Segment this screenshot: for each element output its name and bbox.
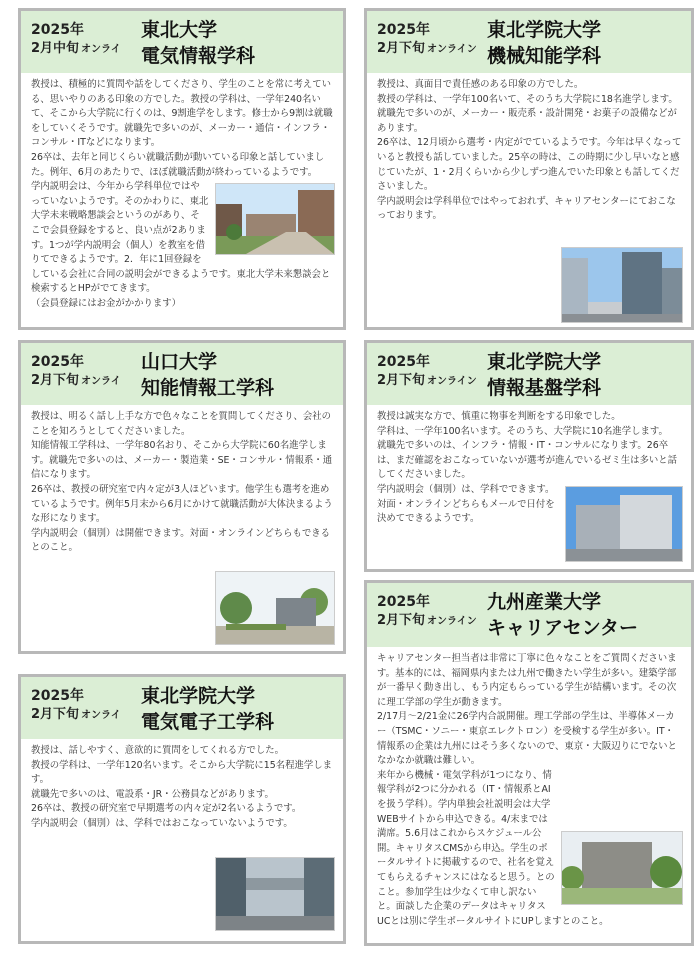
card-paragraph: 就職先で多いのは、インフラ・情報・IT・コンサルになります。26卒は、まだ確認をおこなっていないが選考が進んでいるゼミ生は多いと話してくださいました。 (377, 440, 678, 481)
card-paragraph: 知能情報工学科は、一学年80名おり、そこから大学院に60名進学します。就職先で多いのは、メーカー・製造業・SE・コンサル・情報系・通信になります。 (31, 440, 333, 481)
card-paragraph: 教授は、真面目で責任感のある印象の方でした。 (377, 79, 584, 90)
card-header (21, 343, 343, 405)
card-mode: オンライ (81, 44, 121, 55)
card-paragraph: 2/17月～2/21金に26学内合説開催。理工学部の学生は、半導体メーカー（TSMC・ソニー・東京エレクトロン）を受検する学生が多い。IT・情報系の企業は九州にはそう多くないので、東京・大阪辺りにでないとなかなか就職は難しい。 (377, 711, 677, 767)
department-name: 電気電子工学科 (141, 711, 275, 733)
card-body (367, 647, 691, 929)
card-header (367, 343, 691, 405)
card-period: 2月下旬 (31, 707, 80, 722)
card-period: 2月下旬 (377, 613, 426, 628)
campus-photo (561, 831, 683, 905)
report-card-yamaguchi-univ (18, 340, 346, 654)
card-header (21, 11, 343, 73)
card-paragraph: 学科は、一学年100名います。そのうち、大学院に10名進学します。 (377, 425, 668, 437)
campus-photo (215, 183, 335, 255)
department-name: 電気情報学科 (141, 45, 256, 67)
card-paragraph: 教授は、話しやすく、意欲的に質問をしてくれる方でした。 (31, 745, 284, 756)
card-mode: オンライ (81, 376, 121, 387)
department-name: 機械知能学科 (487, 45, 602, 67)
card-paragraph: 26卒は、去年と同じくらい就職活動が動いている印象と話していました。例年、6月のあたりで、ほぼ就職活動が終わっているようです。 (31, 151, 325, 178)
university-name: 東北学院大学 (487, 19, 602, 41)
card-period: 2月中旬 (31, 41, 80, 56)
campus-photo (215, 857, 335, 931)
card-paragraph: 教授の学科は、一学年100名いて、そのうち大学院に18名進学します。就職先で多いのが、メーカー・販売系・設計開発・お菓子の設備などがあります。 (377, 93, 678, 134)
campus-photo (561, 247, 683, 323)
card-paragraph: 学内説明会は、今年から学科単位ではやっていないようです。そのかわりに、東北大学未来戦略懇談会というのがあり、そこで会員登録をすると、良い点が2あります。1つが学内説明会（個人）を教室を借りてできるようです。2．年に1回登録をしている会社に合同の説明会ができるようです。東北大学未来懇談会と検索するとHPがでてきます。 (31, 181, 331, 295)
card-year: 2025年 (31, 354, 84, 370)
university-name: 東北大学 (141, 19, 218, 41)
card-body (367, 405, 691, 527)
card-period: 2月下旬 (377, 41, 426, 56)
university-name: 山口大学 (141, 351, 218, 373)
university-name: 東北学院大学 (141, 685, 256, 707)
card-header (367, 11, 691, 73)
card-body (21, 739, 343, 832)
card-year: 2025年 (377, 22, 430, 38)
card-mode: オンライン (427, 44, 477, 55)
card-header (21, 677, 343, 739)
department-name: 情報基盤学科 (487, 377, 602, 399)
card-body (21, 405, 343, 556)
card-body (367, 73, 691, 224)
report-card-kyushu-sangyo-univ (364, 580, 694, 946)
card-year: 2025年 (31, 22, 84, 38)
card-paragraph: 26卒は、教授の研究室で早期選考の内々定が2名いるようです。 (31, 803, 302, 815)
card-mode: オンライ (81, 710, 121, 721)
card-year: 2025年 (377, 594, 430, 610)
campus-photo (215, 571, 335, 645)
report-card-tohoku-gakuin-electrical (18, 674, 346, 944)
department-name: 知能情報工学科 (141, 377, 275, 399)
university-name: 東北学院大学 (487, 351, 602, 373)
campus-photo (565, 486, 683, 562)
card-period: 2月下旬 (31, 373, 80, 388)
card-mode: オンライン (427, 376, 477, 387)
card-year: 2025年 (31, 688, 84, 704)
card-paragraph: 教授は、積極的に質問や話をしてくださり、学生のことを常に考えている、思いやりのある印象の方でした。教授の学科は、一学年240名いて、そこから大学院に行くのは、9割進学をします。修士から9割は就職をしていくそうです。就職先で多いのが、メーカー・通信・インフラ・コンサル・ITなどになります。 (31, 79, 333, 149)
card-paragraph: 来年から機械・電気学科が1つになり、情報学科が2つに分かれる（IT・情報系とAIを扱う学科）。学内単独会社説明会は大学WEBサイトから申込できる。4/末までは満席。5.6月はこれからスケジュール公開。キャリタスCMSから申込。学生のポータルサイトに掲載するので、社名を覚えてもらえるチャンスにはなると思う。とのこと。参加学生は少なくて申し訳ないと。面談した企業のデータはキャリタスUCとは別に学生ポータルサイトにUPしますとのこと。 (377, 769, 609, 927)
report-card-tohoku-gakuin-info (364, 340, 694, 572)
card-paragraph: 学内説明会は学科単位ではやっておれず、キャリアセンターにておこなっております。 (377, 195, 676, 222)
card-paragraph: 26卒は、教授の研究室で内々定が3人ほどいます。他学生も選考を進めているようです。例年5月末から6月にかけて就職活動が大体決まるような形になります。 (31, 483, 333, 525)
university-name: 九州産業大学 (487, 591, 602, 613)
card-paragraph: （会員登録にはお金がかかります） (31, 297, 182, 309)
card-mode: オンライン (427, 616, 477, 627)
card-paragraph: 教授は、明るく話し上手な方で色々なことを質問してくださり、会社のことを知ろうとしてくださいました。 (31, 411, 332, 437)
report-card-tohoku-univ (18, 8, 346, 330)
card-paragraph: 教授は誠実な方で、慎重に物事を判断をする印象でした。 (377, 411, 621, 422)
card-body (21, 73, 343, 312)
card-paragraph: 学内説明会（個別）は、学科ではおこなっていないようです。 (31, 817, 293, 829)
card-paragraph: 学内説明会（個別）は、学科でできます。対面・オンラインどちらもメールで日付を決めてできるようです。 (377, 483, 555, 525)
department-name: キャリアセンター (487, 617, 639, 639)
card-year: 2025年 (377, 354, 430, 370)
card-header (367, 583, 691, 647)
card-period: 2月下旬 (377, 373, 426, 388)
card-paragraph: 学内説明会（個別）は開催できます。対面・オンラインどちらもできるとのこと。 (31, 527, 330, 554)
card-paragraph: 26卒は、12月頃から選考・内定がでているようです。今年は早くなっていると教授も話していました。25卒の時は、この時期に少し早いなと感じていたが、1・2月くらいから少しずつ進んでいた印象とも話してくださいました。 (377, 137, 682, 193)
report-card-tohoku-gakuin-mechanical (364, 8, 694, 330)
card-paragraph: 就職先で多いのは、電設系・JR・公務員などがあります。 (31, 788, 274, 800)
card-paragraph: キャリアセンター担当者は非常に丁寧に色々なことをご質問くださいます。基本的には、福岡県内または九州で働きたい学生が多い。建築学部が一番早く動き出し、もう内定もらっている学生が結構います。その次に理工学部の学生が動きます。 (377, 653, 677, 708)
card-paragraph: 教授の学科は、一学年120名います。そこから大学院に15名程進学します。 (31, 759, 332, 786)
